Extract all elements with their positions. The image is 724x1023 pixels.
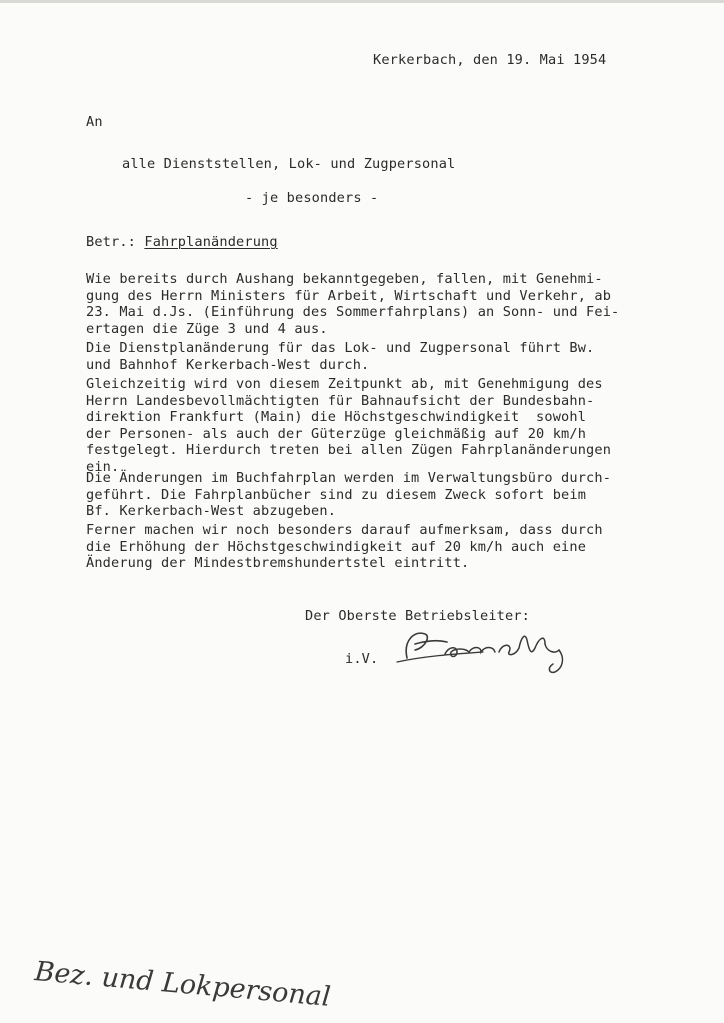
paragraph-4 bbox=[86, 470, 611, 520]
paragraph-line: Herrn Landesbevollmächtigten für Bahnaufsicht der Bundesbahn- bbox=[86, 392, 595, 409]
paragraph-line: Die Dienstplanänderung für das Lok- und Zugpersonal führt Bw. bbox=[86, 340, 595, 356]
paragraph-line: Bf. Kerkerbach-West abzugeben. bbox=[86, 503, 337, 519]
paragraph-3 bbox=[86, 376, 611, 475]
paragraph-line: 23. Mai d.Js. (Einführung des Sommerfahrplans) an Sonn- und Fei- bbox=[86, 304, 620, 320]
paragraph-1 bbox=[86, 271, 619, 337]
paragraph-line: Änderung der Mindestbremshundertstel eintritt. bbox=[86, 555, 470, 571]
handwritten-note-text: Bez. und Lokpersonal bbox=[33, 956, 332, 1013]
paragraph-line: direktion Frankfurt (Main) die Höchstgeschwindigkeit sowohl bbox=[86, 409, 587, 425]
paragraph-line: Gleichzeitig wird von diesem Zeitpunkt ab, mit Genehmigung des bbox=[86, 376, 603, 392]
paragraph-line: und Bahnhof Kerkerbach-West durch. bbox=[86, 356, 370, 373]
paragraph-5 bbox=[86, 522, 603, 572]
recipients: alle Dienststellen, Lok- und Zugpersonal bbox=[122, 156, 456, 172]
recipients-note: - je besonders - bbox=[245, 190, 379, 206]
signature-prefix: i.V. bbox=[345, 651, 379, 667]
paragraph-2 bbox=[86, 340, 594, 373]
subject: Fahrplanänderung bbox=[144, 234, 278, 250]
paragraph-line: Die Änderungen im Buchfahrplan werden im Verwaltungsbüro durch- bbox=[86, 470, 612, 486]
place-date: Kerkerbach, den 19. Mai 1954 bbox=[373, 52, 607, 68]
paragraph-line: festgelegt. Hierdurch treten bei allen Zügen Fahrplanänderungen bbox=[86, 442, 612, 458]
paragraph-line: gung des Herrn Ministers für Arbeit, Wirtschaft und Verkehr, ab bbox=[86, 287, 612, 304]
signature bbox=[395, 618, 585, 680]
paragraph-line: ertagen die Züge 3 und 4 aus. bbox=[86, 320, 328, 337]
paragraph-line: geführt. Die Fahrplanbücher sind zu diesem Zweck sofort beim bbox=[86, 486, 587, 503]
handwritten-note bbox=[30, 948, 370, 1013]
paragraph-line: Ferner machen wir noch besonders darauf aufmerksam, dass durch bbox=[86, 522, 603, 538]
paragraph-line: die Erhöhung der Höchstgeschwindigkeit auf 20 km/h auch eine bbox=[86, 538, 587, 555]
closing: Der Oberste Betriebsleiter: bbox=[305, 608, 531, 624]
paragraph-line: ein. bbox=[86, 458, 120, 475]
subject-line bbox=[86, 234, 278, 251]
subject-prefix: Betr.: bbox=[86, 234, 137, 250]
paragraph-line: der Personen- als auch der Güterzüge gleichmäßig auf 20 km/h bbox=[86, 425, 587, 442]
paragraph-line: Wie bereits durch Aushang bekanntgegeben, fallen, mit Genehmi- bbox=[86, 271, 603, 287]
salutation: An bbox=[86, 114, 103, 130]
